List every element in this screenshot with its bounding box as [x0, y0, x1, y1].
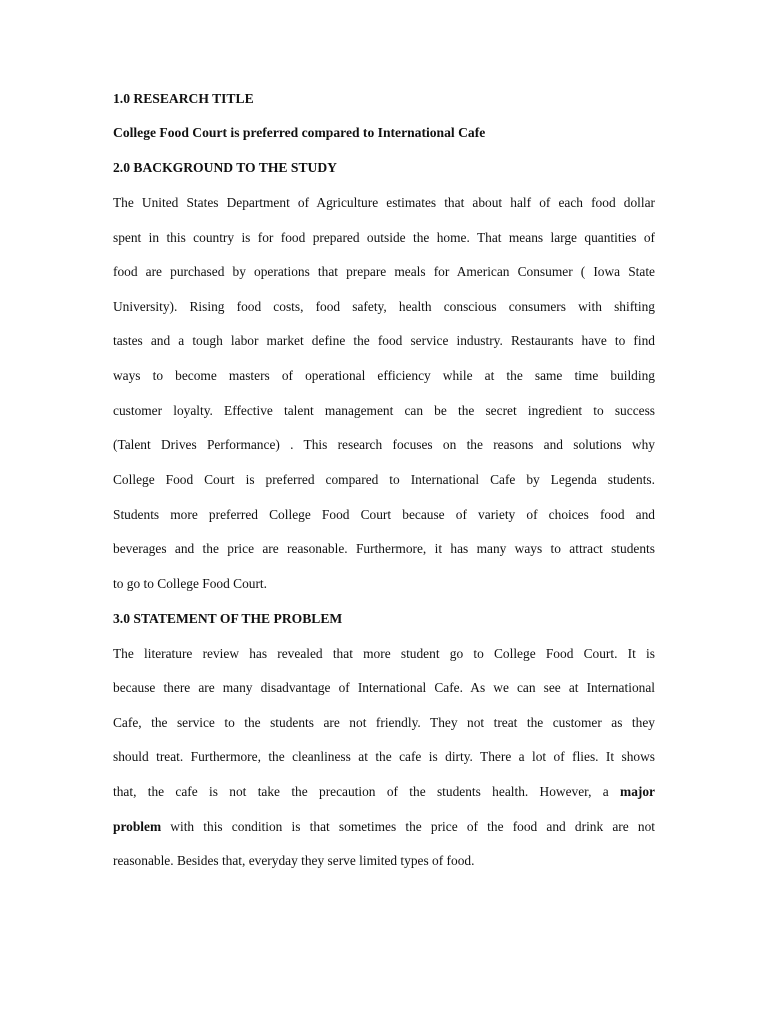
research-title: College Food Court is preferred compared to International Cafe — [113, 125, 486, 140]
background-line: (Talent Drives Performance) . This research focuses on the reasons and solutions why — [113, 437, 655, 452]
problem-line: because there are many disadvantage of International Cafe. As we can see at International — [113, 680, 655, 695]
problem-line — [113, 784, 655, 800]
background-line: Students more preferred College Food Court because of variety of choices food and — [113, 507, 655, 522]
background-line: tastes and a tough labor market define the food service industry. Restaurants have to find — [113, 333, 655, 348]
problem-line-text: that, the cafe is not take the precaution of the students health. However, a — [113, 784, 609, 799]
background-line: University). Rising food costs, food safety, health conscious consumers with shifting — [113, 299, 655, 314]
section-heading-research-title: 1.0 RESEARCH TITLE — [113, 91, 254, 106]
section-heading-problem: 3.0 STATEMENT OF THE PROBLEM — [113, 611, 343, 626]
background-line: customer loyalty. Effective talent management can be the secret ingredient to success — [113, 403, 655, 418]
background-line: College Food Court is preferred compared to International Cafe by Legenda students. — [113, 472, 655, 487]
emphasis-major: major — [620, 784, 655, 799]
section-heading-background: 2.0 BACKGROUND TO THE STUDY — [113, 160, 337, 175]
problem-line: Cafe, the service to the students are not friendly. They not treat the customer as they — [113, 715, 655, 730]
problem-line — [113, 819, 655, 835]
background-line: spent in this country is for food prepared outside the home. That means large quantities of — [113, 230, 655, 245]
background-line: ways to become masters of operational efficiency while at the same time building — [113, 368, 655, 383]
background-line: food are purchased by operations that prepare meals for American Consumer ( Iowa State — [113, 264, 655, 279]
emphasis-problem: problem — [113, 819, 162, 834]
problem-line: The literature review has revealed that more student go to College Food Court. It is — [113, 646, 655, 661]
problem-line: should treat. Furthermore, the cleanliness at the cafe is dirty. There a lot of flies. It shows — [113, 749, 655, 764]
background-line: The United States Department of Agriculture estimates that about half of each food dollar — [113, 195, 655, 210]
background-line: beverages and the price are reasonable. Furthermore, it has many ways to attract students — [113, 541, 655, 556]
problem-line: reasonable. Besides that, everyday they serve limited types of food. — [113, 853, 475, 868]
problem-line-text: with this condition is that sometimes the price of the food and drink are not — [170, 819, 656, 834]
background-line: to go to College Food Court. — [113, 576, 267, 591]
